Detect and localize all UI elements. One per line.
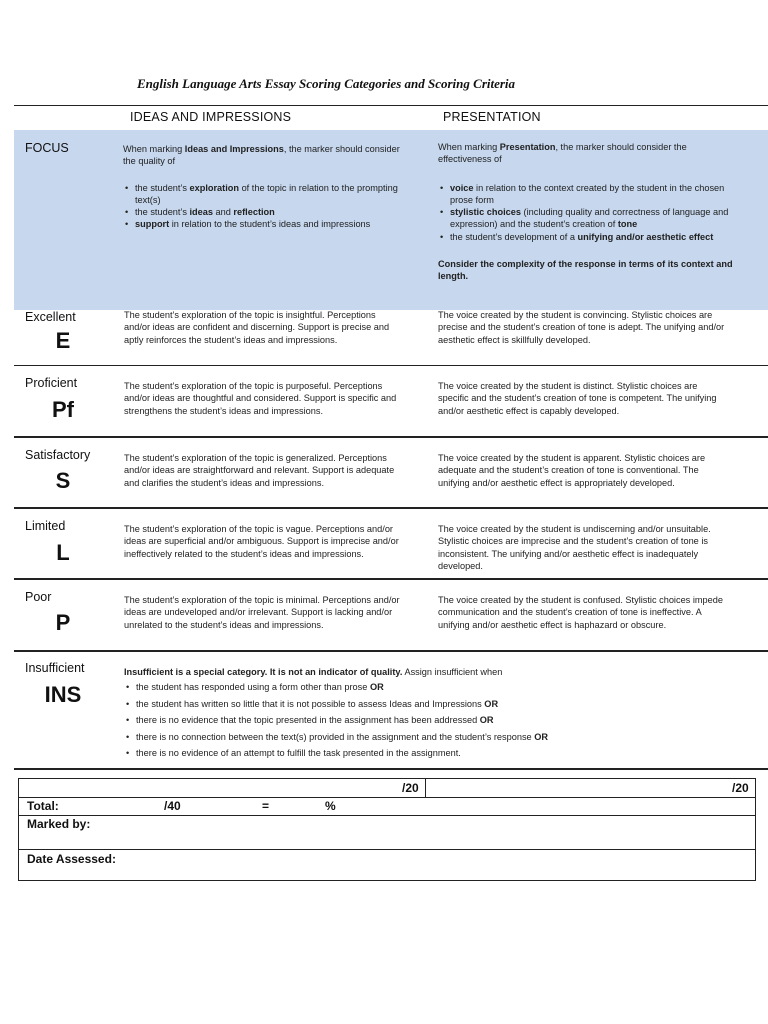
insufficient-criterion: • the student has written so little that it is not possible to assess Ideas and Impressions OR — [124, 698, 744, 710]
excellent-presentation-cell: The voice created by the student is convincing. Stylistic choices are precise and the student’s creation of tone is adept. The unifying and/or aesthetic effect is skillfully developed. — [438, 310, 725, 345]
focus-presentation-cell: When marking Presentation, the marker should consider the effectiveness of • voice in relation to the context created by the student in the chosen prose form • stylistic choices (including quality and correctness of language and expression) and the student’s creation of tone • the student’s development of a unifying and/or aesthetic effect Consider the complexity of the response in terms of its context and length. — [438, 141, 736, 283]
insufficient-criterion: • there is no connection between the text(s) provided in the assignment and the student’s response OR — [124, 731, 744, 743]
focus-presentation-bullet-style: • stylistic choices (including quality and correctness of language and expression) and the student’s creation of tone — [438, 206, 736, 231]
equals-sign: = — [262, 799, 270, 813]
category-name-insufficient: Insufficient — [25, 661, 85, 675]
ideas-score-out-of[interactable]: /20 — [402, 781, 419, 795]
row-divider — [14, 436, 768, 438]
focus-ideas-bullet-support: • support in relation to the student’s ideas and impressions — [123, 218, 403, 230]
header-top-rule — [14, 105, 768, 106]
score-box-row-divider — [19, 849, 755, 850]
presentation-column-heading: PRESENTATION — [443, 110, 541, 124]
focus-ideas-bullet-exploration: • the student’s exploration of the topic in relation to the prompting text(s) — [123, 182, 403, 207]
category-name-excellent: Excellent — [25, 310, 76, 324]
focus-presentation-bullet-voice: • voice in relation to the context created by the student in the chosen prose form — [438, 182, 736, 207]
total-out-of[interactable]: /40 — [164, 799, 181, 813]
limited-presentation-cell: The voice created by the student is undiscerning and/or unsuitable. Stylistic choices are imprecise and the student’s creation of tone is inconsistent. The unifying and/or aesthetic effect is inadequately developed. — [438, 524, 711, 571]
score-box-row-divider — [19, 815, 755, 816]
proficient-ideas-cell: The student’s exploration of the topic is purposeful. Perceptions and/or ideas are thoughtful and considered. Support is specific and strengthens the student’s ideas and impressions. — [124, 381, 397, 416]
insufficient-criterion: • the student has responded using a form other than prose OR — [124, 681, 744, 693]
row-divider — [14, 507, 768, 509]
focus-ideas-cell: When marking Ideas and Impressions, the marker should consider the quality of • the student’s exploration of the topic in relation to the prompting text(s) • the student’s ideas and reflection • support in relation to the student’s ideas and impressions — [123, 143, 403, 231]
category-letter-insufficient: INS — [44, 682, 82, 707]
category-name-proficient: Proficient — [25, 376, 78, 390]
poor-ideas-cell: The student’s exploration of the topic is minimal. Perceptions and/or ideas are undeveloped and/or irrelevant. Support is lacking and/or unrelated to the student’s ideas and impressions. — [124, 595, 400, 630]
focus-ideas-bullet-ideas: • the student’s ideas and reflection — [123, 206, 403, 218]
score-box-column-divider — [425, 779, 426, 797]
insufficient-criterion: • there is no evidence that the topic presented in the assignment has been addressed OR — [124, 714, 744, 726]
ideas-column-heading: IDEAS AND IMPRESSIONS — [130, 110, 292, 124]
focus-presentation-bullet-effect: • the student’s development of a unifying and/or aesthetic effect — [438, 231, 736, 243]
insufficient-criterion: • there is no evidence of an attempt to fulfill the task presented in the assignment. — [124, 747, 744, 759]
table-bottom-rule — [14, 768, 768, 770]
date-assessed-label[interactable]: Date Assessed: — [27, 852, 116, 866]
category-letter-limited: L — [56, 540, 70, 565]
row-divider — [14, 365, 768, 366]
score-box-row-divider — [19, 797, 755, 798]
poor-presentation-cell: The voice created by the student is confused. Stylistic choices impede communication and the student’s creation of tone is ineffective. A unifying and/or aesthetic effect is haphazard or obscure. — [438, 595, 723, 630]
percent-sign[interactable]: % — [325, 799, 336, 813]
limited-ideas-cell: The student’s exploration of the topic is vague. Perceptions and/or ideas are superficial and/or ambiguous. Support is imprecise and/or ineffectively related to the student’s ideas and impressions. — [124, 524, 399, 559]
focus-label: FOCUS — [25, 141, 69, 155]
focus-complexity-note: Consider the complexity of the response in terms of its context and length. — [438, 259, 733, 282]
category-name-satisfactory: Satisfactory — [25, 448, 91, 462]
category-letter-poor: P — [55, 610, 71, 635]
row-divider — [14, 650, 768, 652]
satisfactory-ideas-cell: The student’s exploration of the topic is generalized. Perceptions and/or ideas are straightforward and relevant. Support is adequate and clarifies the student’s ideas and impressions. — [124, 453, 395, 488]
category-letter-excellent: E — [55, 328, 71, 353]
proficient-presentation-cell: The voice created by the student is distinct. Stylistic choices are specific and the student’s creation of tone is competent. The unifying and/or aesthetic effect is capably developed. — [438, 381, 717, 416]
excellent-ideas-cell: The student’s exploration of the topic is insightful. Perceptions and/or ideas are confident and discerning. Support is precise and aptly reinforces the student’s ideas and impressions. — [124, 310, 390, 345]
satisfactory-presentation-cell: The voice created by the student is apparent. Stylistic choices are adequate and the student’s creation of tone is conventional. The unifying and/or aesthetic effect is appropriately developed. — [438, 453, 706, 488]
category-letter-satisfactory: S — [55, 468, 71, 493]
category-letter-proficient: Pf — [52, 397, 74, 422]
document-title: English Language Arts Essay Scoring Categories and Scoring Criteria — [137, 76, 516, 91]
insufficient-cell: Insufficient is a special category. It is not an indicator of quality. Assign insufficient when • the student has responded using a form other than prose OR • the student has written so little that it is not possible to assess Ideas and Impressions OR • there is no evidence that the topic presented in the assignment has been addressed OR • there is no connection between the text(s) provided in the assignment and the student’s response OR • there is no evidence of an attempt to fulfill the task presented in the assignment. — [124, 666, 744, 764]
score-box — [18, 778, 756, 881]
marked-by-label[interactable]: Marked by: — [27, 817, 91, 831]
total-label: Total: — [27, 799, 59, 813]
category-name-poor: Poor — [25, 590, 52, 604]
category-name-limited: Limited — [25, 519, 66, 533]
presentation-score-out-of[interactable]: /20 — [732, 781, 749, 795]
row-divider — [14, 578, 768, 580]
